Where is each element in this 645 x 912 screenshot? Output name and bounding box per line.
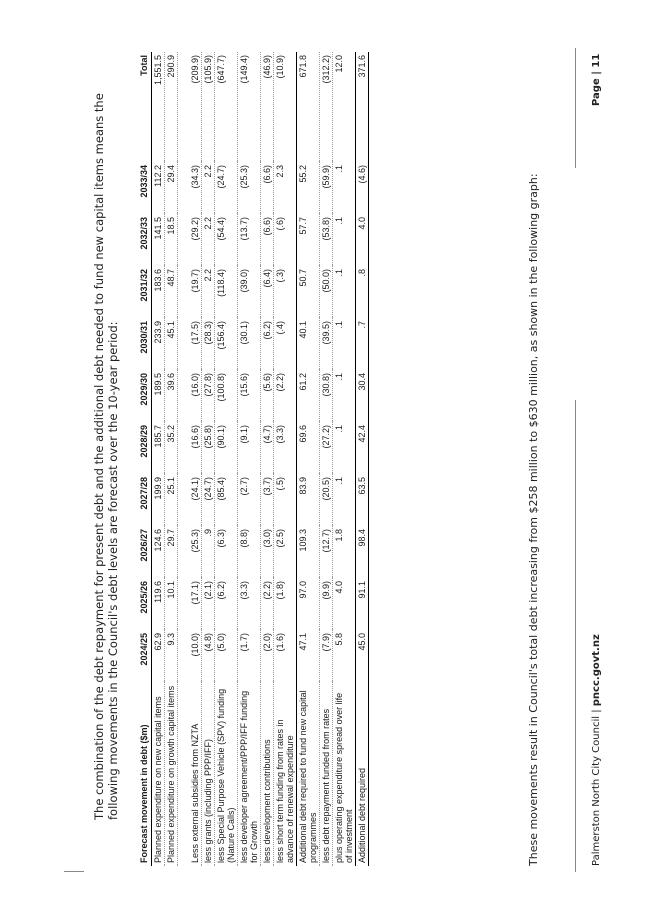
row-label: less debt repayment funded from rates bbox=[320, 682, 333, 866]
table-cell: 63.5 bbox=[356, 474, 369, 526]
table-cell: 109.3 bbox=[297, 526, 320, 578]
table-cell: (16.6) bbox=[178, 422, 202, 474]
row-label: less developer agreement/PPP/IFF funding for Growth bbox=[238, 682, 261, 866]
table-cell: (6.2) bbox=[261, 318, 274, 370]
table-cell: 98.4 bbox=[356, 526, 369, 578]
header-cell: 2027/28 bbox=[138, 474, 152, 526]
table-cell: (6.6) bbox=[261, 162, 274, 214]
table-cell: (9.1) bbox=[238, 422, 261, 474]
table-cell: (5.6) bbox=[261, 370, 274, 422]
page-number: Page | 11 bbox=[591, 53, 602, 106]
table-cell: (2.5) bbox=[274, 526, 297, 578]
table-cell: (24.1) bbox=[178, 474, 202, 526]
table-cell: .8 bbox=[356, 266, 369, 318]
table-cell: (20.5) bbox=[320, 474, 333, 526]
table-row bbox=[178, 52, 202, 866]
row-label: plus operating expenditure spread over life of investment bbox=[333, 682, 356, 866]
page-footer bbox=[591, 634, 602, 866]
table-cell: 91.1 bbox=[356, 578, 369, 630]
table-cell: 185.7 bbox=[153, 425, 163, 448]
table-cell: (25.3) bbox=[238, 162, 261, 214]
table-cell: 50.7 bbox=[297, 266, 320, 318]
table-cell: 233.9 bbox=[153, 321, 163, 344]
table-cell: 2.2 bbox=[202, 214, 215, 266]
table-cell: (9.9) bbox=[320, 578, 333, 630]
table-cell: 61.2 bbox=[297, 370, 320, 422]
table-row bbox=[274, 52, 297, 866]
table-cell: 141.5 bbox=[153, 217, 163, 240]
table-cell: (6.6) bbox=[261, 214, 274, 266]
header-cell: 2026/27 bbox=[138, 526, 152, 578]
table-cell: (25.3) bbox=[178, 526, 202, 578]
header-cell: 2031/32 bbox=[138, 266, 152, 318]
table-cell: 45.1 bbox=[165, 318, 178, 370]
row-label: Additional debt required bbox=[356, 682, 369, 866]
table-cell: (16.0) bbox=[178, 370, 202, 422]
table-cell: 671.8 bbox=[297, 52, 320, 162]
table-cell: (1.8) bbox=[274, 578, 297, 630]
table-cell: 1.8 bbox=[333, 526, 356, 578]
table-cell: 45.0 bbox=[356, 630, 369, 682]
header-cell: 2030/31 bbox=[138, 318, 152, 370]
row-label: Less external subsidies from NZTA bbox=[178, 682, 202, 866]
table-row bbox=[333, 52, 356, 866]
table-row bbox=[165, 52, 178, 866]
header-cell: 2024/25 bbox=[138, 630, 152, 682]
table-cell: 183.6 bbox=[153, 269, 163, 292]
table-cell: 189.5 bbox=[153, 373, 163, 396]
table-cell: .1 bbox=[333, 214, 356, 266]
table-cell: (100.8) bbox=[215, 370, 238, 422]
table-cell: 40.1 bbox=[297, 318, 320, 370]
table-cell: (85.4) bbox=[215, 474, 238, 526]
table-cell: 25.1 bbox=[165, 474, 178, 526]
table-cell: (39.5) bbox=[320, 318, 333, 370]
table-cell: (10.0) bbox=[178, 630, 202, 682]
table-cell: .1 bbox=[333, 422, 356, 474]
table-cell: 35.2 bbox=[165, 422, 178, 474]
table-cell: 2.2 bbox=[202, 162, 215, 214]
table-cell: 5.8 bbox=[333, 630, 356, 682]
table-cell: (8.8) bbox=[238, 526, 261, 578]
table-cell: (15.6) bbox=[238, 370, 261, 422]
table-cell: (2.0) bbox=[261, 630, 274, 682]
table-cell: 12.0 bbox=[333, 52, 356, 162]
header-cell: 2025/26 bbox=[138, 578, 152, 630]
table-cell: 62.9 bbox=[153, 633, 163, 651]
table-cell: (25.8) bbox=[202, 422, 215, 474]
table-cell: (6.2) bbox=[215, 578, 238, 630]
table-cell: (312.2) bbox=[320, 52, 333, 162]
table-cell: (7.9) bbox=[320, 630, 333, 682]
table-cell: (3.3) bbox=[238, 578, 261, 630]
table-cell: 55.2 bbox=[297, 162, 320, 214]
table-cell: (1.7) bbox=[238, 630, 261, 682]
table-cell: 30.4 bbox=[356, 370, 369, 422]
table-cell: (209.9) bbox=[178, 52, 202, 162]
table-cell: (4.6) bbox=[356, 162, 369, 214]
table-cell: (17.5) bbox=[178, 318, 202, 370]
table-cell: .1 bbox=[333, 318, 356, 370]
table-cell: (28.3) bbox=[202, 318, 215, 370]
table-cell: 4.0 bbox=[333, 578, 356, 630]
table-cell: 29.4 bbox=[165, 162, 178, 214]
table-cell: 42.4 bbox=[356, 422, 369, 474]
row-label: Planned expenditure on new capital items bbox=[153, 696, 163, 863]
table-cell: (3.0) bbox=[261, 526, 274, 578]
table-cell: (50.0) bbox=[320, 266, 333, 318]
table-cell: (17.1) bbox=[178, 578, 202, 630]
table-cell: (118.4) bbox=[215, 266, 238, 318]
table-cell: (24.7) bbox=[202, 474, 215, 526]
table-row bbox=[297, 52, 320, 866]
table-row bbox=[238, 52, 261, 866]
table-cell: (.3) bbox=[274, 266, 297, 318]
row-label: Additional debt required to fund new capital programmes bbox=[297, 682, 320, 866]
table-cell: (.6) bbox=[274, 214, 297, 266]
table-cell: 47.1 bbox=[297, 630, 320, 682]
table-cell: (19.7) bbox=[178, 266, 202, 318]
table-cell: (54.4) bbox=[215, 214, 238, 266]
table-cell: 97.0 bbox=[297, 578, 320, 630]
table-cell: (2.7) bbox=[238, 474, 261, 526]
table-cell: 124.6 bbox=[153, 529, 163, 552]
row-label: Planned expenditure on growth capital items bbox=[165, 682, 178, 866]
table-cell: (46.9) bbox=[261, 52, 274, 162]
table-cell: (156.4) bbox=[215, 318, 238, 370]
table-cell: .7 bbox=[356, 318, 369, 370]
footer-rule-left bbox=[575, 400, 576, 872]
header-cell: Forecast movement in debt ($m) bbox=[138, 682, 152, 866]
footer-website-link[interactable]: pncc.govt.nz bbox=[591, 634, 602, 707]
footer-divider: | bbox=[591, 709, 602, 713]
table-cell: (34.3) bbox=[178, 162, 202, 214]
table-cell: 119.6 bbox=[153, 581, 163, 603]
table-cell: (12.7) bbox=[320, 526, 333, 578]
table-cell: (90.1) bbox=[215, 422, 238, 474]
table-cell: 57.7 bbox=[297, 214, 320, 266]
table-cell: (.5) bbox=[274, 474, 297, 526]
table-cell: (149.4) bbox=[238, 52, 261, 162]
table-cell: .1 bbox=[333, 162, 356, 214]
table-cell: (3.7) bbox=[261, 474, 274, 526]
top-rule bbox=[64, 871, 84, 872]
table-cell: (105.9) bbox=[202, 52, 215, 162]
table-cell: .1 bbox=[333, 474, 356, 526]
table-cell: (24.7) bbox=[215, 162, 238, 214]
row-label: less grants (including PPP/IFF) bbox=[202, 682, 215, 866]
table-cell: (30.1) bbox=[238, 318, 261, 370]
table-cell: (1.6) bbox=[274, 630, 297, 682]
table-cell: (647.7) bbox=[215, 52, 238, 162]
table-row bbox=[202, 52, 215, 866]
table-cell: .1 bbox=[333, 370, 356, 422]
table-cell: 9.3 bbox=[165, 630, 178, 682]
table-cell: (6.3) bbox=[215, 526, 238, 578]
table-cell: 199.9 bbox=[153, 477, 163, 500]
debt-movement-table bbox=[138, 52, 369, 866]
table-row bbox=[152, 52, 165, 866]
intro-paragraph: The combination of the debt repayment for present debt and the additional debt needed to fund new capital items means the following movements in the Council's debt levels are forecast over the 10-year period: bbox=[91, 93, 120, 820]
table-cell: 112.2 bbox=[153, 165, 163, 187]
table-row bbox=[215, 52, 238, 866]
header-cell: 2033/34 bbox=[138, 162, 152, 214]
table-cell: 48.7 bbox=[165, 266, 178, 318]
table-cell: 4.0 bbox=[356, 214, 369, 266]
table-cell: 39.6 bbox=[165, 370, 178, 422]
table-cell: (59.9) bbox=[320, 162, 333, 214]
table-cell: 2.3 bbox=[274, 162, 297, 214]
table-cell: (4.8) bbox=[202, 630, 215, 682]
table-cell: 69.6 bbox=[297, 422, 320, 474]
table-cell: (13.7) bbox=[238, 214, 261, 266]
table-cell: (10.9) bbox=[274, 52, 297, 162]
table-cell: (2.1) bbox=[202, 578, 215, 630]
table-cell: (53.8) bbox=[320, 214, 333, 266]
table-cell: 83.9 bbox=[297, 474, 320, 526]
table-cell: (27.2) bbox=[320, 422, 333, 474]
table-cell: (39.0) bbox=[238, 266, 261, 318]
header-cell: 2029/30 bbox=[138, 370, 152, 422]
table-row bbox=[320, 52, 333, 866]
table-total-row bbox=[356, 52, 369, 866]
table-header-row bbox=[138, 52, 152, 866]
table-cell: .1 bbox=[333, 266, 356, 318]
footer-rule-right bbox=[575, 48, 576, 168]
table-cell: 29.7 bbox=[165, 526, 178, 578]
table-cell: 2.2 bbox=[202, 266, 215, 318]
header-cell: 2032/33 bbox=[138, 214, 152, 266]
header-cell: 2028/29 bbox=[138, 422, 152, 474]
footer-org: Palmerston North City Council bbox=[591, 715, 602, 866]
table-cell: (2.2) bbox=[274, 370, 297, 422]
table-cell: 18.5 bbox=[165, 214, 178, 266]
graph-intro-paragraph: These movements result in Council's total debt increasing from $258 million to $630 million, as shown in the following graph: bbox=[527, 173, 540, 866]
table-cell: .9 bbox=[202, 526, 215, 578]
table-cell: (27.8) bbox=[202, 370, 215, 422]
table-cell: 371.6 bbox=[356, 52, 369, 162]
row-label: less short term funding from rates in advance of renewal expenditure bbox=[274, 682, 297, 866]
table-cell: (6.4) bbox=[261, 266, 274, 318]
table-cell: (2.2) bbox=[261, 578, 274, 630]
header-cell: Total bbox=[138, 52, 152, 162]
row-label: less Special Purpose Vehicle (SPV) funding (Nature Calls) bbox=[215, 682, 238, 866]
table-cell: 1,551.5 bbox=[153, 55, 163, 86]
table-cell: (30.8) bbox=[320, 370, 333, 422]
table-cell: (29.2) bbox=[178, 214, 202, 266]
table-cell: 10.1 bbox=[165, 578, 178, 630]
table-cell: (.4) bbox=[274, 318, 297, 370]
table-cell: (4.7) bbox=[261, 422, 274, 474]
row-label: less development contributions bbox=[261, 682, 274, 866]
table-cell: 290.9 bbox=[165, 52, 178, 162]
table-cell: (3.3) bbox=[274, 422, 297, 474]
table-row bbox=[261, 52, 274, 866]
table-cell: (5.0) bbox=[215, 630, 238, 682]
